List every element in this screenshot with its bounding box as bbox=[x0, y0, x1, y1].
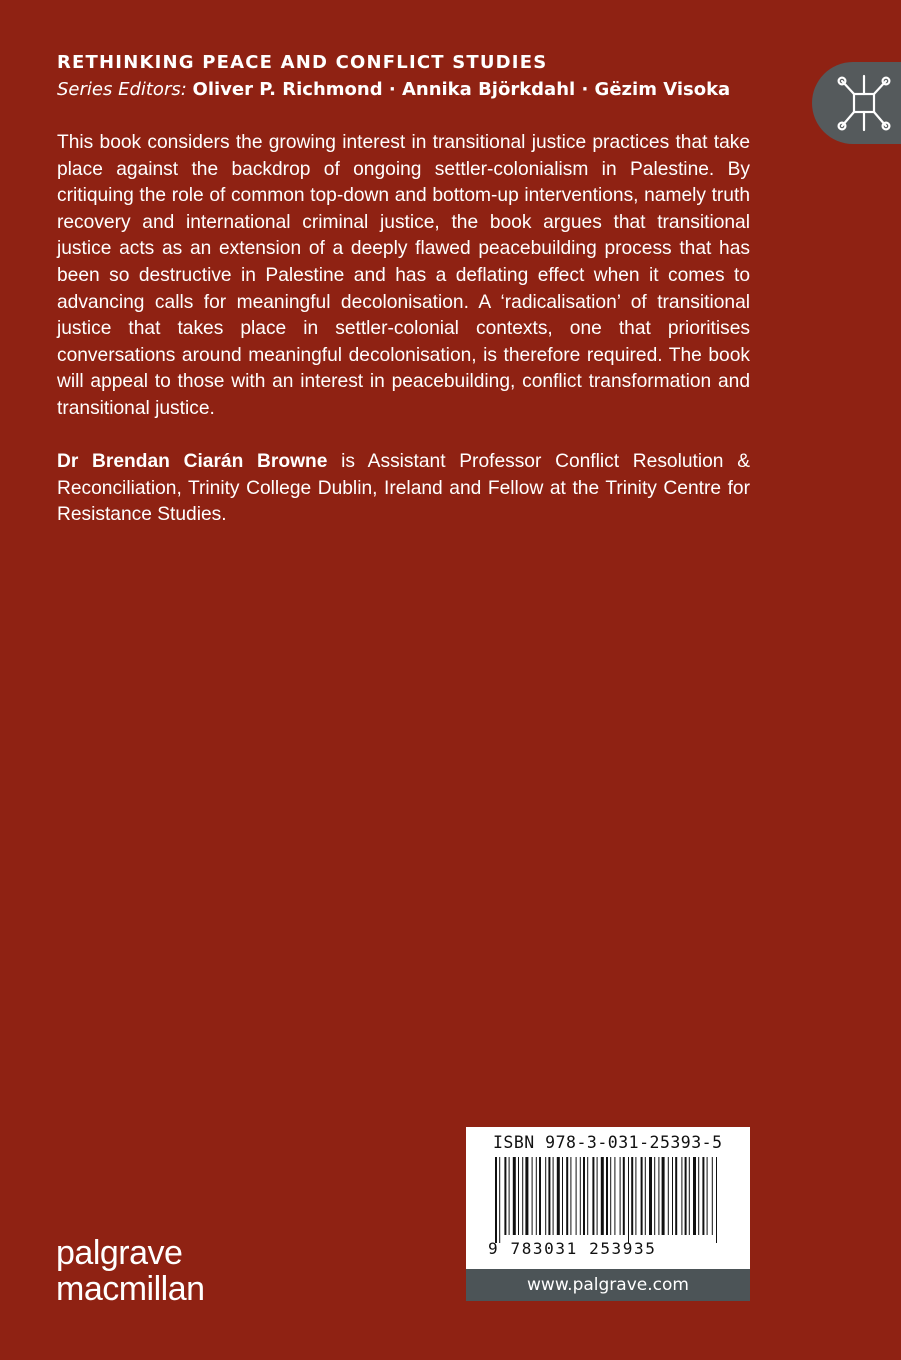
barcode-icon bbox=[493, 1157, 723, 1243]
isbn-label: ISBN 978-3-031-25393-5 bbox=[493, 1133, 723, 1152]
book-description: This book considers the growing interest in transitional justice practices that take place against the backdrop of ongoing settler-colonialism in Palestine. By critiquing the role of common top-down and bottom-up interventions, namely truth recovery and international criminal justice, the book argues that transitional justice acts as an extension of a deeply flawed peacebuilding process that has been so destructive in Palestine and has a deflating effect when it comes to advancing calls for meaningful decolonisation. A ‘radicalisation’ of transitional justice that takes place in settler-colonial contexts, one that prioritises conversations around meaningful decolonisation, is therefore required. The book will appeal to those with an interest in peacebuilding, conflict transformation and transitional justice. bbox=[57, 132, 750, 419]
palgrave-mark-icon bbox=[834, 72, 894, 134]
publisher-logo-line1: palgrave bbox=[56, 1234, 183, 1272]
author-bio-text: is Assistant Professor Conflict Resolution & Reconciliation, Trinity College Dublin, Ireland and Fellow at the Trinity Centre for Resistance Studies. bbox=[57, 451, 750, 526]
publisher-logo-line2: macmillan bbox=[56, 1270, 205, 1308]
author-bio bbox=[57, 449, 750, 529]
publisher-badge bbox=[812, 62, 901, 144]
publisher-logo bbox=[56, 1235, 205, 1307]
barcode-digits: 9 783031 253935 bbox=[488, 1239, 657, 1258]
series-title: RETHINKING PEACE AND CONFLICT STUDIES bbox=[57, 52, 548, 73]
series-editors-label: Series Editors: bbox=[57, 79, 187, 100]
series-editors bbox=[57, 79, 730, 100]
author-name: Dr Brendan Ciarán Browne bbox=[57, 451, 328, 472]
series-editors-names: Oliver P. Richmond · Annika Björkdahl · Gëzim Visoka bbox=[192, 79, 731, 100]
barcode-panel bbox=[466, 1127, 750, 1301]
publisher-url: www.palgrave.com bbox=[466, 1269, 750, 1301]
